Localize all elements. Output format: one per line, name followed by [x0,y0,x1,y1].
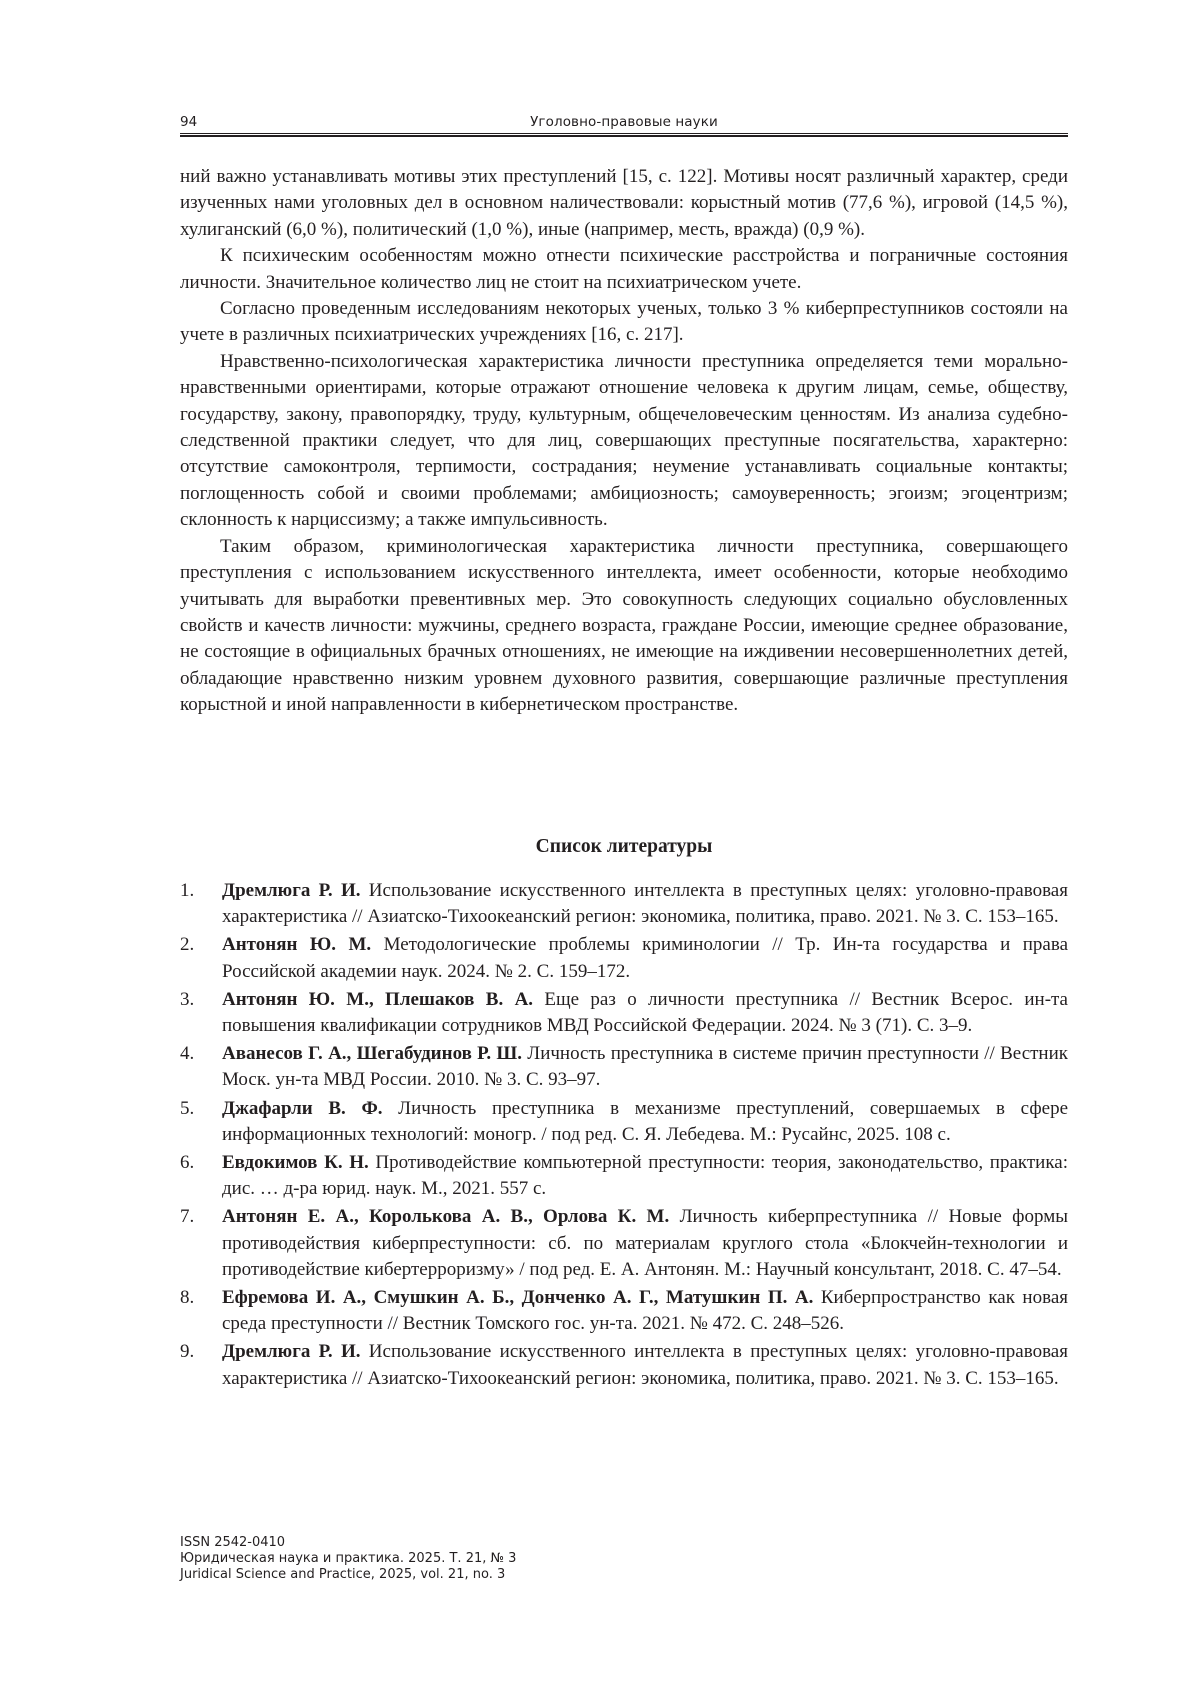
section-title: Уголовно-правовые науки [530,114,718,130]
reference-authors: Антонян Ю. М., Плешаков В. А. [222,988,534,1010]
reference-text: Еще раз о личности преступника // Вестник Всерос. ин-та повышения квалификации сотрудников МВД Российской Федерации. 2024. № 3 (71). С. 3–9. [222,988,1068,1037]
reference-item [180,1339,1068,1391]
reference-text: Методологические проблемы криминологии // Тр. Ин-та государства и права Российской академии наук. 2024. № 2. С. 159–172. [222,934,1068,982]
header-rule-thick [180,135,1068,137]
reference-item [180,1204,1068,1283]
reference-authors: Евдокимов К. Н. [222,1152,369,1174]
reference-item [180,878,1068,930]
reference-item [180,1285,1068,1337]
body-paragraph: Таким образом, криминологическая характеристика личности преступника, совершающего преступления с использованием искусственного интеллекта, имеет особенности, которые необходимо учитывать для выработки превентивных мер. Это совокупность следующих социально обусловленных свойств и качеств личности: мужчины, среднего возраста, граждане России, имеющие среднее образование, не состоящие в официальных брачных отношениях, не имеющие на иждивении несовершеннолетних детей, обладающие нравственно низким уровнем духовного развития, совершающие различные преступления корыстной и иной направленности в кибернетическом пространстве. [180,535,1068,716]
reference-text: Киберпространство как новая среда преступности // Вестник Томского гос. ун-та. 2021. № 472. С. 248–526. [222,1287,1068,1335]
reference-text: Личность преступника в системе причин преступности // Вестник Моск. ун-та МВД России. 2010. № 3. С. 93–97. [222,1043,1068,1091]
page-number: 94 [180,114,198,130]
journal-footer [180,1535,680,1583]
header-rule-thin [180,133,1068,134]
reference-number: 9. [180,1341,195,1363]
reference-authors: Дремлюга Р. И. [222,1341,361,1363]
reference-text: Личность киберпреступника // Новые формы противодействия киберпреступности: сб. по материалам круглого стола «Блокчейн-технологии и противодействие кибертерроризму» / под ред. Е. А. Антонян. М.: Научный консультант, 2018. С. 47–54. [222,1206,1068,1280]
reference-number: 4. [180,1043,195,1065]
body-paragraph: Нравственно-психологическая характеристика личности преступника определяется теми морально-нравственными ориентирами, которые отражают отношение человека к другим лицам, семье, обществу, государству, закону, правопорядку, труду, культурным, общечеловеческим ценностям. Из анализа судебно-следственной практики следует, что для лиц, совершающих преступные посягательства, характерно: отсутствие самоконтроля, терпимости, сострадания; неумение устанавливать социальные контакты; поглощенность собой и своими проблемами; амбициозность; самоуверенность; эгоизм; эгоцентризм; склонность к нарциссизму; а также импульсивность. [180,350,1068,531]
reference-text: Противодействие компьютерной преступности: теория, законодательство, практика: дис. … д-ра юрид. наук. М., 2021. 557 с. [222,1152,1068,1200]
reference-authors: Антонян Ю. М. [222,934,372,956]
reference-item [180,1041,1068,1093]
journal-citation-ru: Юридическая наука и практика. 2025. Т. 21, № 3 [180,1551,517,1566]
reference-item [180,932,1068,984]
reference-item [180,1150,1068,1202]
reference-item [180,987,1068,1039]
reference-text: Использование искусственного интеллекта в преступных целях: уголовно-правовая характеристика // Азиатско-Тихоокеанский регион: экономика, политика, право. 2021. № 3. С. 153–165. [222,880,1068,928]
reference-authors: Аванесов Г. А., Шегабудинов Р. Ш. [222,1043,523,1065]
reference-authors: Джафарли В. Ф. [222,1097,383,1119]
reference-text: Личность преступника в механизме преступлений, совершаемых в сфере информационных технологий: моногр. / под ред. С. Я. Лебедева. М.: Русайнс, 2025. 108 с. [222,1097,1069,1145]
reference-number: 3. [180,988,195,1010]
reference-number: 5. [180,1097,195,1119]
reference-item [180,1096,1068,1148]
reference-text: Использование искусственного интеллекта в преступных целях: уголовно-правовая характеристика // Азиатско-Тихоокеанский регион: экономика, политика, право. 2021. № 3. С. 153–165. [222,1341,1068,1389]
body-paragraph: К психическим особенностям можно отнести психические расстройства и пограничные состояния личности. Значительное количество лиц не стоит на психиатрическом учете. [180,245,1068,293]
reference-number: 8. [180,1287,195,1309]
reference-authors: Ефремова И. А., Смушкин А. Б., Донченко А. Г., Матушкин П. А. [222,1287,814,1309]
issn: ISSN 2542-0410 [180,1535,286,1550]
reference-number: 7. [180,1206,195,1228]
reference-authors: Дремлюга Р. И. [222,880,361,901]
body-paragraph: ний важно устанавливать мотивы этих преступлений [15, с. 122]. Мотивы носят различный характер, среди изученных нами уголовных дел в основном наличествовали: корыстный мотив (77,6 %), игровой (14,5 %), хулиганский (6,0 %), политический (1,0 %), иные (например, месть, вражда) (0,9 %). [180,166,1068,240]
reference-number: 1. [180,880,195,901]
references-list [180,878,1068,1394]
body-paragraph: Согласно проведенным исследованиям некоторых ученых, только 3 % киберпреступников состояли на учете в различных психиатрических учреждениях [16, с. 217]. [180,298,1068,346]
reference-number: 6. [180,1152,195,1174]
journal-citation-en: Juridical Science and Practice, 2025, vol. 21, no. 3 [180,1567,506,1582]
reference-authors: Антонян Е. А., Королькова А. В., Орлова К. М. [222,1206,670,1228]
reference-number: 2. [180,934,195,956]
article-body [180,164,1068,719]
references-title: Список литературы [535,836,713,857]
